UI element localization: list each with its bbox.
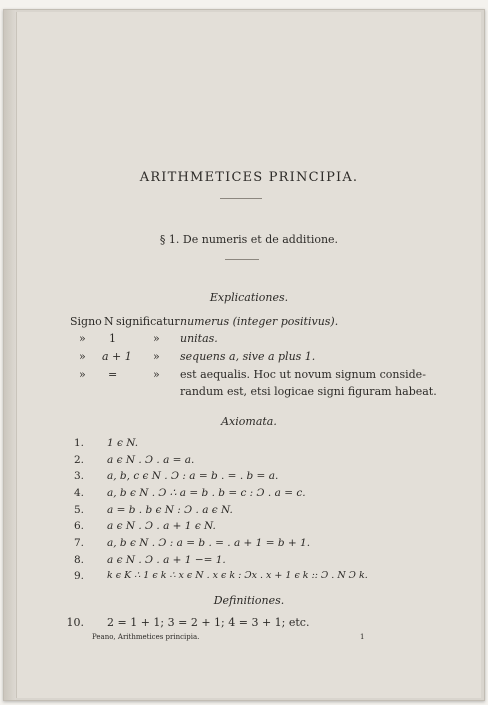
axiom-formula: a, b, c ϵ N . Ɔ : a = b . = . b = a. [107, 470, 279, 482]
expl-lead: » [79, 350, 86, 363]
page [16, 12, 481, 698]
expl-continuation: randum est, etsi logicae signi figuram habeat. [180, 385, 437, 398]
footer-left: Peano, Arithmetices principia. [92, 633, 200, 641]
expl-lead: » [79, 332, 86, 345]
definitiones-heading: Definitiones. [213, 594, 285, 607]
axiom-number: 1. [73, 437, 84, 449]
definition-formula: 2 = 1 + 1; 3 = 2 + 1; 4 = 3 + 1; etc. [107, 616, 310, 629]
expl-symbol: = [108, 368, 118, 381]
title-rule [220, 198, 262, 199]
book [3, 9, 485, 701]
expl-verb: » [153, 368, 160, 381]
expl-symbol: a + 1 [102, 350, 132, 363]
axiom-number: 9. [73, 570, 84, 582]
explicationes-heading: Explicationes. [209, 291, 289, 304]
axiom-number: 4. [73, 487, 84, 499]
expl-lead: Signo [70, 315, 102, 328]
footer-right: 1 [360, 633, 365, 641]
axiom-number: 3. [73, 470, 84, 482]
axiom-formula: a ϵ N . Ɔ . a + 1 ϵ N. [107, 520, 216, 532]
axiom-formula: k ϵ K ∴ 1 ϵ k ∴ x ϵ N . x ϵ k : Ɔx . x + 1 ϵ k :: Ɔ . N Ɔ k. [107, 570, 368, 581]
definition-number: 10. [66, 616, 84, 629]
expl-verb: significatur [116, 315, 180, 328]
expl-meaning: unitas. [180, 332, 218, 345]
expl-meaning: est aequalis. Hoc ut novum signum conside- [180, 368, 426, 381]
expl-meaning: sequens a, sive a plus 1. [180, 350, 316, 363]
axiom-number: 5. [73, 504, 84, 516]
axiom-formula: 1 ϵ N. [107, 437, 139, 449]
section-rule [225, 259, 259, 260]
axiom-formula: a, b ϵ N . Ɔ : a = b . = . a + 1 = b + 1. [107, 537, 311, 549]
axiomata-heading: Axiomata. [221, 415, 277, 428]
expl-verb: » [153, 350, 160, 363]
axiom-formula: a ϵ N . Ɔ . a = a. [107, 454, 195, 466]
axiom-number: 2. [73, 454, 84, 466]
expl-verb: » [153, 332, 160, 345]
axiom-number: 6. [73, 520, 84, 532]
expl-symbol: 1 [109, 332, 116, 345]
expl-row [70, 315, 102, 328]
axiom-number: 7. [73, 537, 84, 549]
axiom-formula: a = b . b ϵ N : Ɔ . a ϵ N. [107, 504, 233, 516]
page-title: ARITHMETICES PRINCIPIA. [139, 170, 359, 185]
book-spine [4, 10, 16, 700]
expl-lead: » [79, 368, 86, 381]
section-heading: § 1. De numeris et de additione. [159, 233, 339, 246]
expl-meaning: numerus (integer positivus). [180, 315, 339, 328]
axiom-number: 8. [73, 554, 84, 566]
axiom-formula: a, b ϵ N . Ɔ ∴ a = b . b = c : Ɔ . a = c. [107, 487, 306, 499]
expl-symbol: N [104, 315, 114, 328]
axiom-formula: a ϵ N . Ɔ . a + 1 −= 1. [107, 554, 226, 566]
